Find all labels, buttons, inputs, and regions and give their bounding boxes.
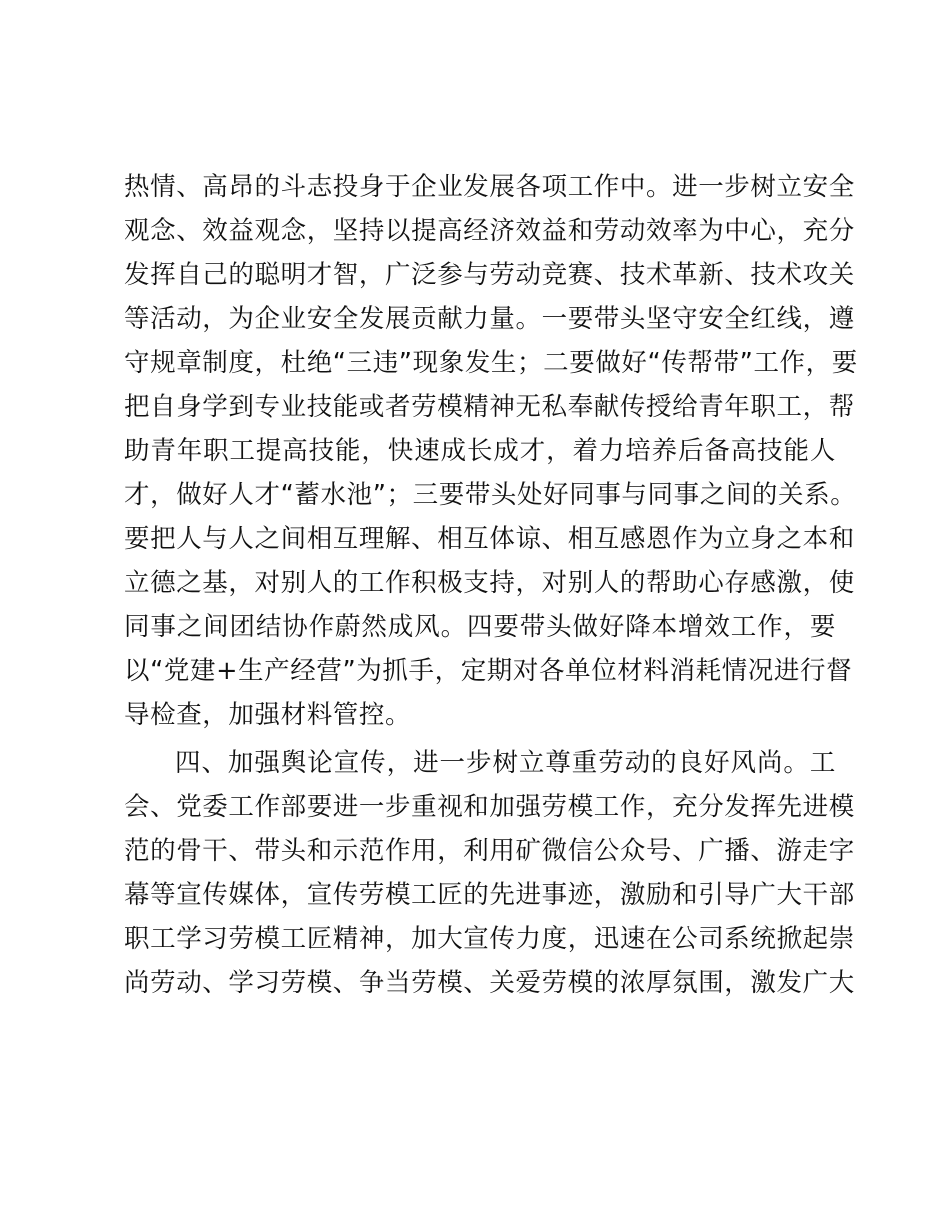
paragraph-line: 热情、高昂的斗志投身于企业发展各项工作中。进一步树立安全 [124,172,855,202]
paragraph-line: 尚劳动、学习劳模、争当劳模、关爱劳模的浓厚氛围，激发广大 [124,968,855,998]
paragraph-line: 要把人与人之间相互理解、相互体谅、相互感恩作为立身之本和 [124,524,855,554]
paragraph-2 [124,741,855,1005]
paragraph-line: 发挥自己的聪明才智，广泛参与劳动竞赛、技术革新、技术攻关 [124,260,855,290]
paragraph-line: 才，做好人才“蓄水池”；三要带头处好同事与同事之间的关系。 [124,480,857,510]
paragraph-line: 会、党委工作部要进一步重视和加强劳模工作，充分发挥先进模 [124,792,855,822]
paragraph-line: 幕等宣传媒体，宣传劳模工匠的先进事迹，激励和引导广大干部 [124,880,855,910]
paragraph-line: 等活动，为企业安全发展贡献力量。一要带头坚守安全红线，遵 [124,304,855,334]
paragraph-1 [124,165,858,737]
paragraph-line: 同事之间团结协作蔚然成风。四要带头做好降本增效工作，要 [124,612,836,642]
paragraph-line: 职工学习劳模工匠精神，加大宣传力度，迅速在公司系统掀起崇 [124,924,855,954]
paragraph-line: 把自身学到专业技能或者劳模精神无私奉献传授给青年职工，帮 [124,392,855,422]
paragraph-line: 范的骨干、带头和示范作用，利用矿微信公众号、广播、游走字 [124,836,855,866]
paragraph-line: 守规章制度，杜绝“三违”现象发生；二要做好“传帮带”工作，要 [124,348,858,378]
paragraph-line: 立德之基，对别人的工作积极支持，对别人的帮助心存感激，使 [124,568,855,598]
paragraph-line: 以“党建+生产经营”为抓手，定期对各单位材料消耗情况进行督 [124,656,853,686]
paragraph-line: 导检查，加强材料管控。 [124,700,412,730]
paragraph-line: 助青年职工提高技能，快速成长成才，着力培养后备高技能人 [124,436,836,466]
paragraph-line: 观念、效益观念，坚持以提高经济效益和劳动效率为中心，充分 [124,216,855,246]
paragraph-line: 四、加强舆论宣传，进一步树立尊重劳动的良好风尚。工 [175,748,836,778]
